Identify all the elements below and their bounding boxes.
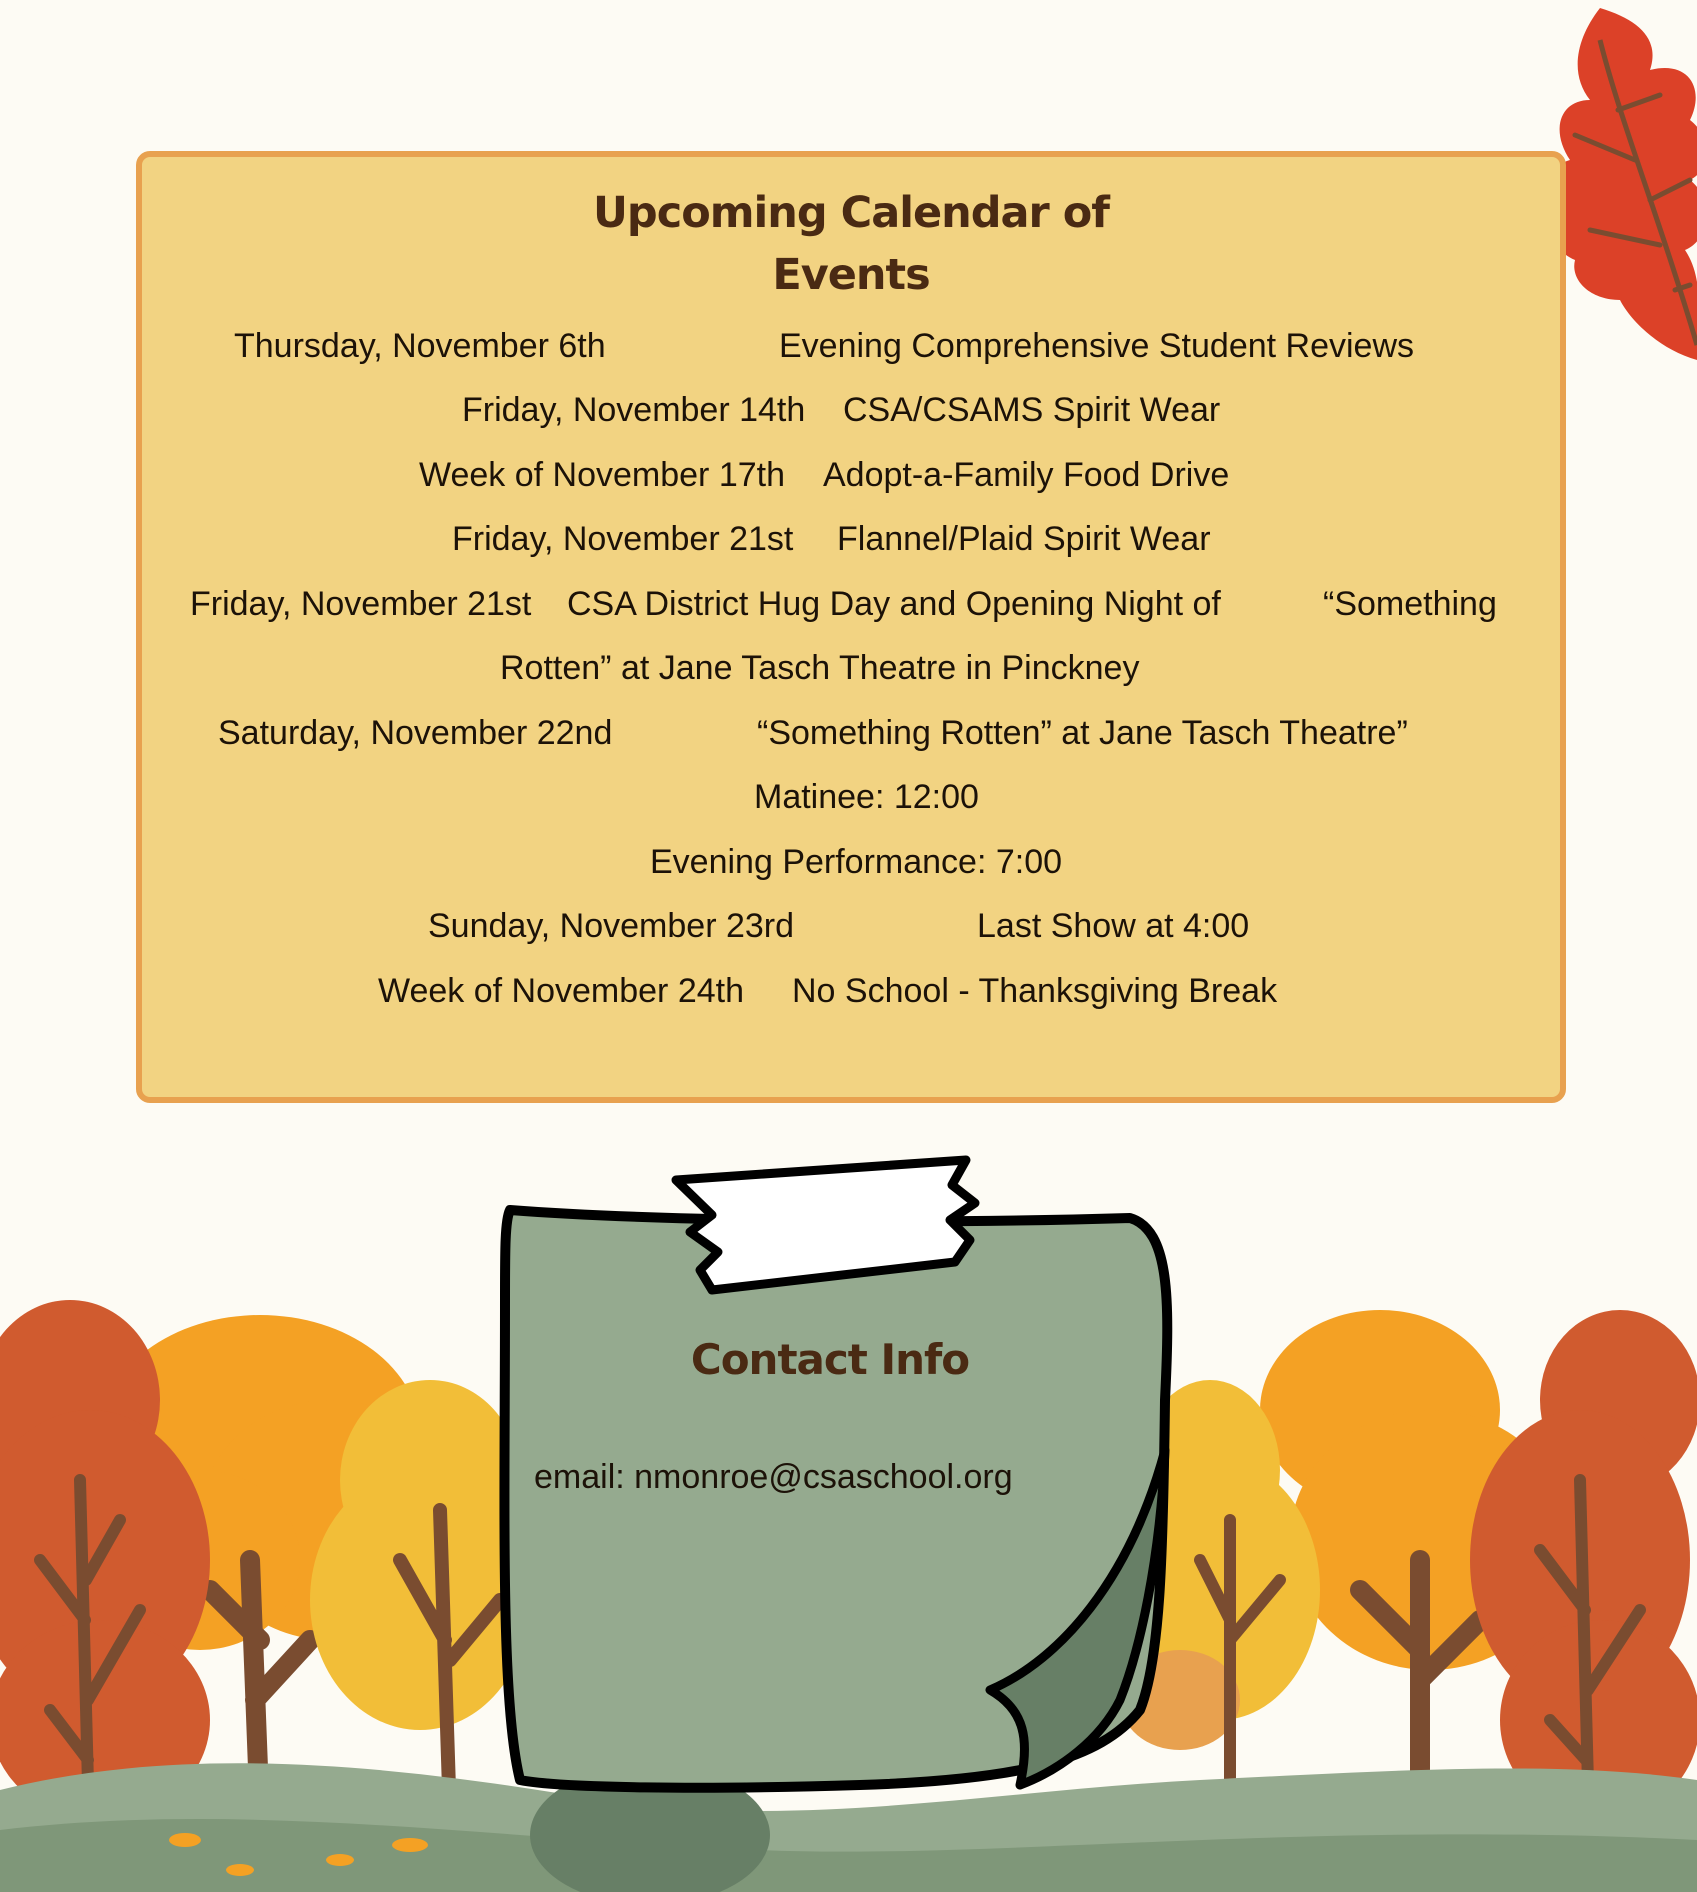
- contact-title: Contact Info: [690, 1335, 970, 1384]
- event-date: Friday, November 14th: [462, 391, 806, 429]
- event-description: CSA/CSAMS Spirit Wear: [843, 391, 1221, 429]
- event-date: Sunday, November 23rd: [428, 907, 795, 945]
- event-description: “Something Rotten” at Jane Tasch Theatre”: [757, 714, 1408, 752]
- event-date: Friday, November 21st: [190, 585, 532, 623]
- event-row: [142, 837, 1560, 887]
- event-row: [142, 514, 1560, 564]
- event-date: Week of November 17th: [419, 456, 785, 494]
- event-row: [142, 321, 1560, 371]
- event-row: [142, 579, 1560, 629]
- event-description: Evening Comprehensive Student Reviews: [779, 327, 1415, 365]
- event-text: Rotten” at Jane Tasch Theatre in Pinckney: [500, 649, 1140, 687]
- event-row: [142, 643, 1560, 693]
- event-row: [142, 901, 1560, 951]
- event-description: Last Show at 4:00: [977, 907, 1250, 945]
- calendar-title-line1: Upcoming Calendar of: [593, 188, 1109, 238]
- contact-email[interactable]: email: nmonroe@csaschool.org: [534, 1458, 1013, 1496]
- event-date: Week of November 24th: [378, 972, 744, 1010]
- oak-leaf-icon: [1553, 8, 1697, 360]
- event-description-continued: “Something: [1323, 585, 1497, 623]
- event-row: [142, 385, 1560, 435]
- event-description: Adopt-a-Family Food Drive: [823, 456, 1230, 494]
- event-text: Matinee: 12:00: [754, 778, 979, 816]
- event-row: [142, 708, 1560, 758]
- calendar-title-line2: Events: [772, 250, 930, 300]
- event-row: [142, 966, 1560, 1016]
- event-description: No School - Thanksgiving Break: [792, 972, 1278, 1010]
- event-description: CSA District Hug Day and Opening Night of: [567, 585, 1221, 623]
- event-text: Evening Performance: 7:00: [650, 843, 1063, 881]
- event-description: Flannel/Plaid Spirit Wear: [837, 520, 1211, 558]
- event-date: Saturday, November 22nd: [218, 714, 613, 752]
- event-row: [142, 772, 1560, 822]
- calendar-card: [136, 151, 1566, 1103]
- event-date: Friday, November 21st: [452, 520, 794, 558]
- event-date: Thursday, November 6th: [234, 327, 606, 365]
- event-row: [142, 450, 1560, 500]
